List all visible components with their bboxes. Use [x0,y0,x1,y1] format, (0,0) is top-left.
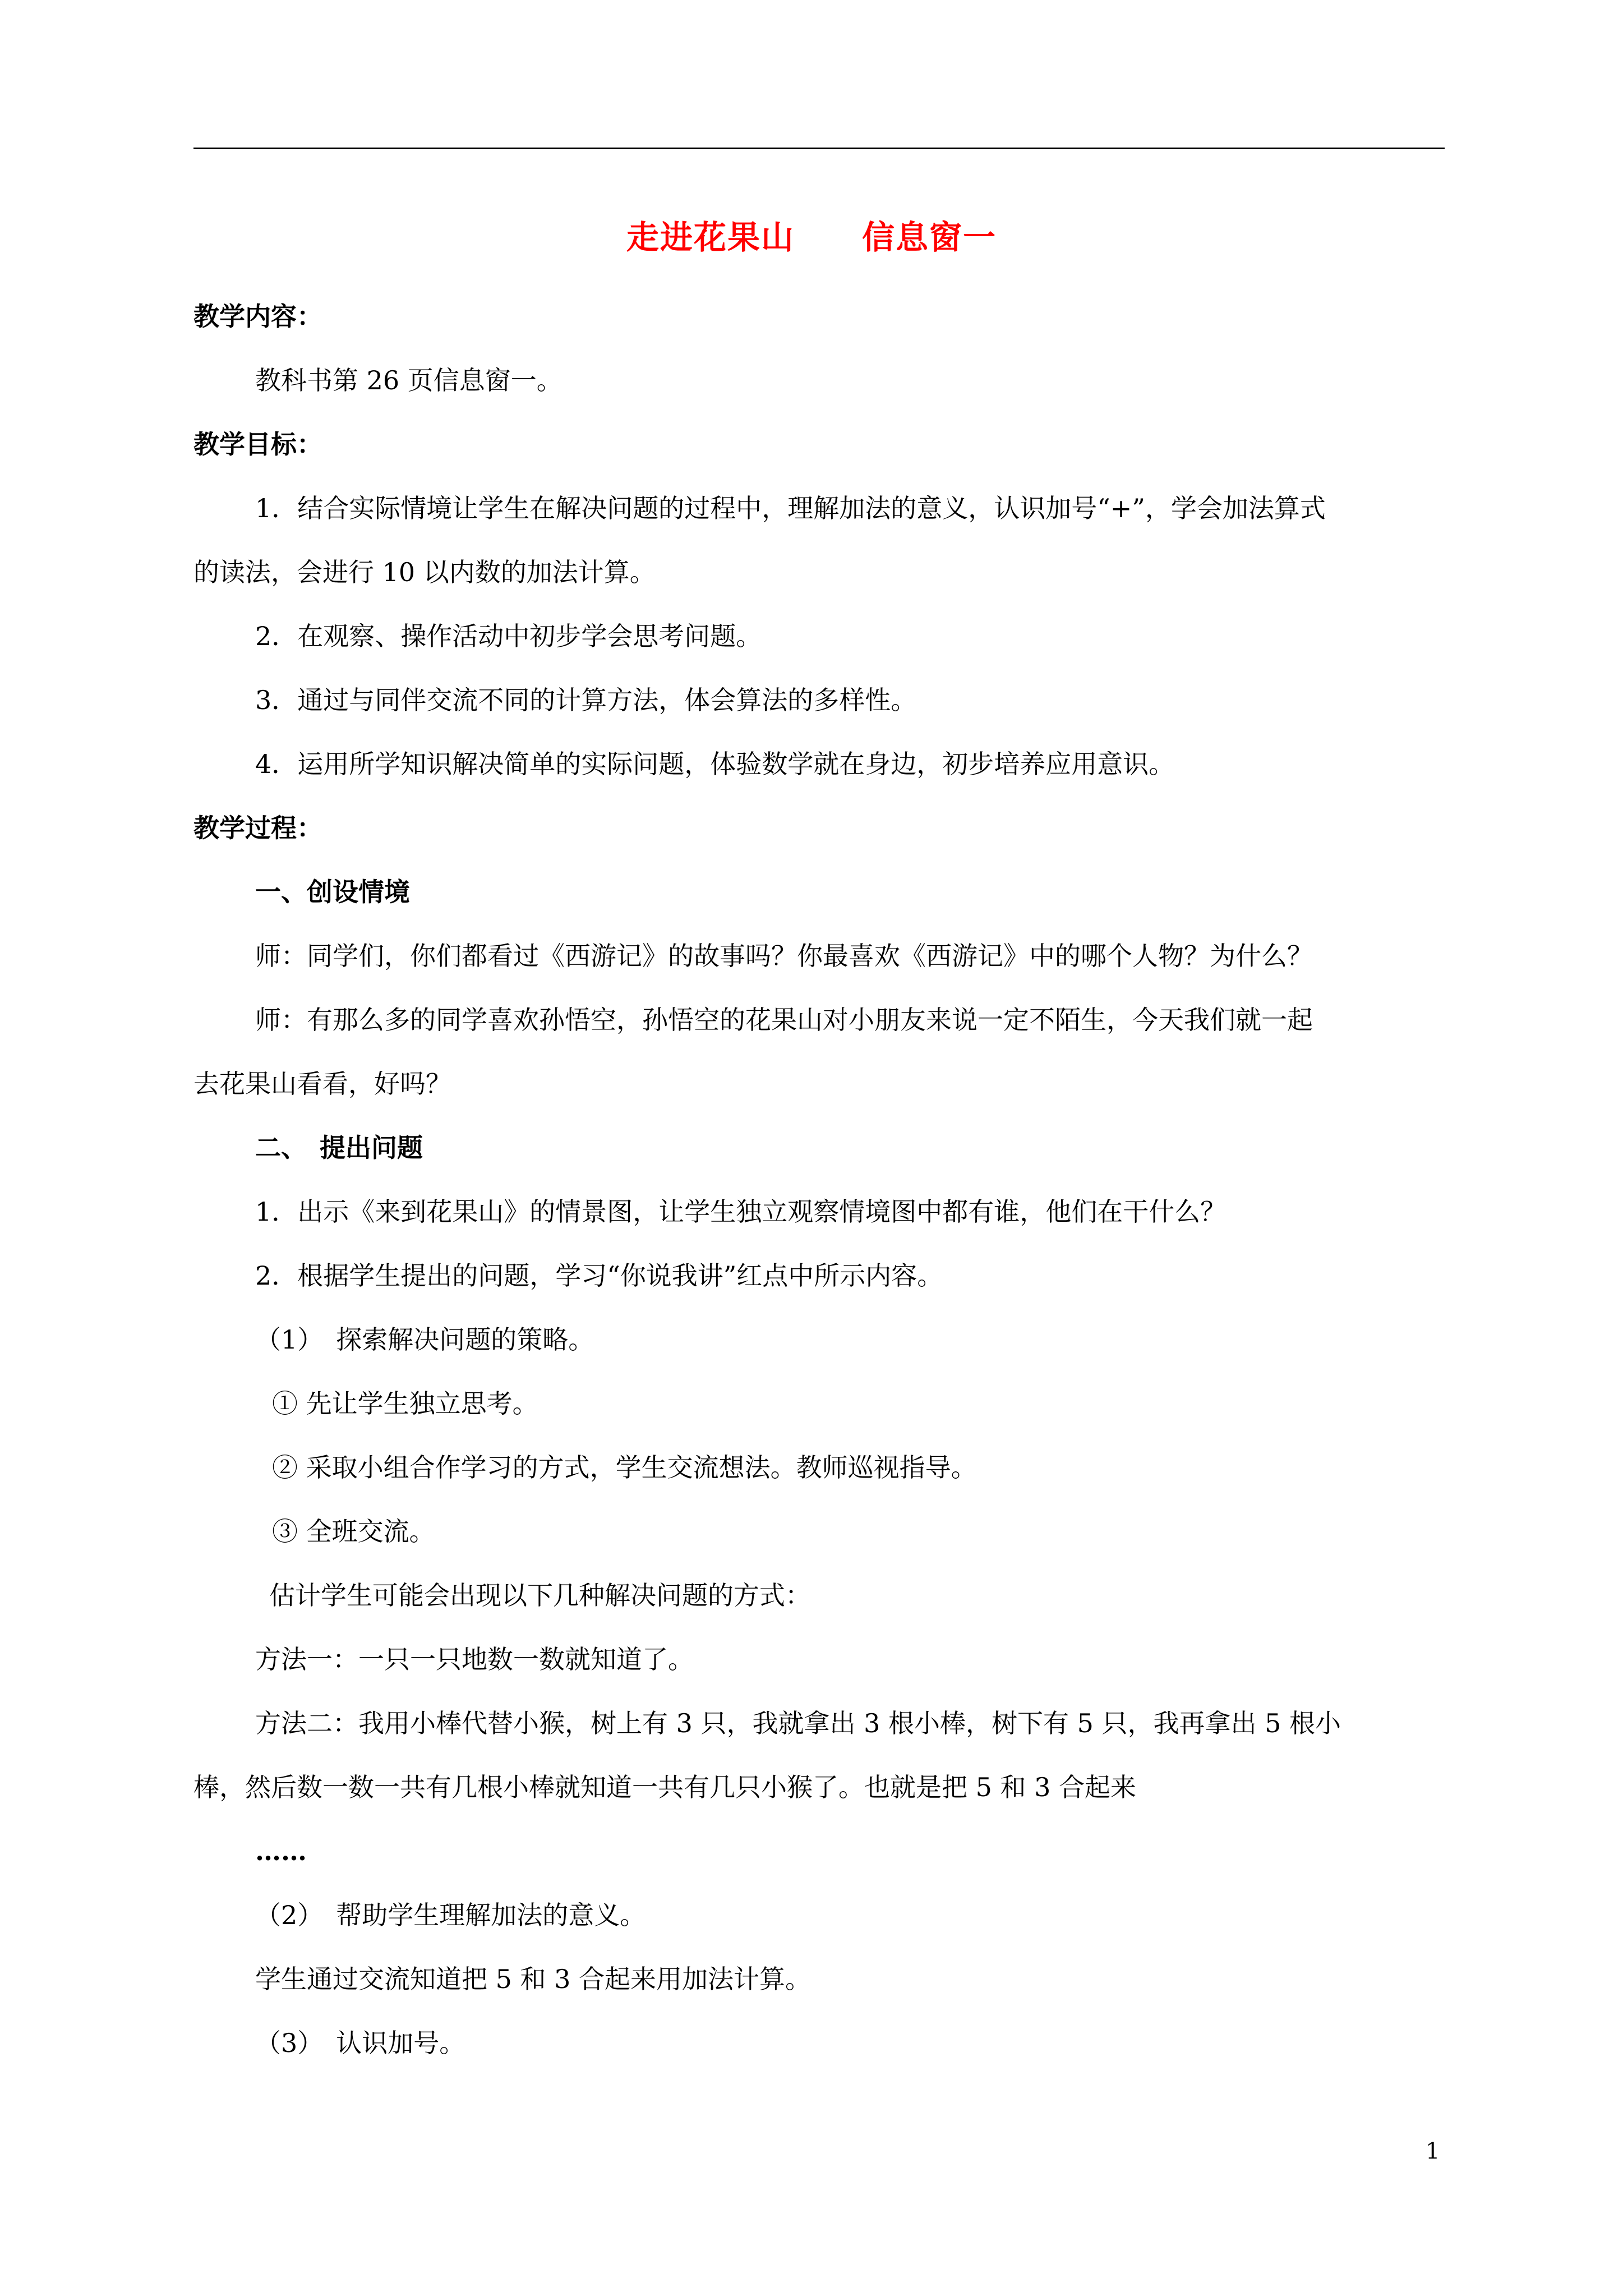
paragraph: 估计学生可能会出现以下几种解决问题的方式： [269,1580,811,1611]
paragraph: 方法一：一只一只地数一数就知道了。 [255,1644,694,1674]
paragraph: 教科书第 26 页信息窗一。 [255,365,562,395]
list-item: ③ 全班交流。 [272,1516,435,1547]
paragraph: 3．通过与同伴交流不同的计算方法，体会算法的多样性。 [255,685,917,715]
section-heading-process: 教学过程： [193,813,322,843]
document-title: 走进花果山 信息窗一 [626,218,997,256]
list-item: ② 采取小组合作学习的方式，学生交流想法。教师巡视指导。 [272,1452,977,1483]
paragraph: （1） 探索解决问题的策略。 [255,1324,594,1355]
ellipsis: …… [255,1836,307,1866]
list-item: ① 先让学生独立思考。 [272,1388,538,1419]
paragraph: 2．根据学生提出的问题，学习“你说我讲”红点中所示内容。 [255,1260,943,1291]
section-heading-content: 教学内容： [193,301,322,332]
paragraph: 师：同学们，你们都看过《西游记》的故事吗？你最喜欢《西游记》中的哪个人物？为什么？ [255,941,1313,971]
paragraph: 1．结合实际情境让学生在解决问题的过程中，理解加法的意义，认识加号“+”，学会加法算式 [255,493,1326,523]
paragraph: 2．在观察、操作活动中初步学会思考问题。 [255,621,762,651]
paragraph: 去花果山看看，好吗？ [193,1069,451,1099]
subsection-heading: 一、创设情境 [255,877,410,907]
paragraph: 1．出示《来到花果山》的情景图，让学生独立观察情境图中都有谁，他们在干什么？ [255,1197,1227,1227]
paragraph: 4．运用所学知识解决简单的实际问题，体验数学就在身边，初步培养应用意识。 [255,749,1175,779]
paragraph: 师：有那么多的同学喜欢孙悟空，孙悟空的花果山对小朋友来说一定不陌生，今天我们就一起 [255,1005,1313,1035]
paragraph: 的读法，会进行 10 以内数的加法计算。 [193,557,656,587]
paragraph: 方法二：我用小棒代替小猴，树上有 3 只，我就拿出 3 根小棒，树下有 5 只，我再拿出 5 根小 [255,1708,1341,1738]
paragraph: （2） 帮助学生理解加法的意义。 [255,1900,646,1930]
paragraph: （3） 认识加号。 [255,2028,465,2058]
paragraph: 学生通过交流知道把 5 和 3 合起来用加法计算。 [255,1964,811,1994]
section-heading-goals: 教学目标： [193,429,322,459]
page-number: 1 [1426,2138,1440,2164]
header-rule [193,148,1445,149]
paragraph: 棒，然后数一数一共有几根小棒就知道一共有几只小猴了。也就是把 5 和 3 合起来 [193,1772,1137,1802]
subsection-heading: 二、 提出问题 [255,1133,423,1163]
